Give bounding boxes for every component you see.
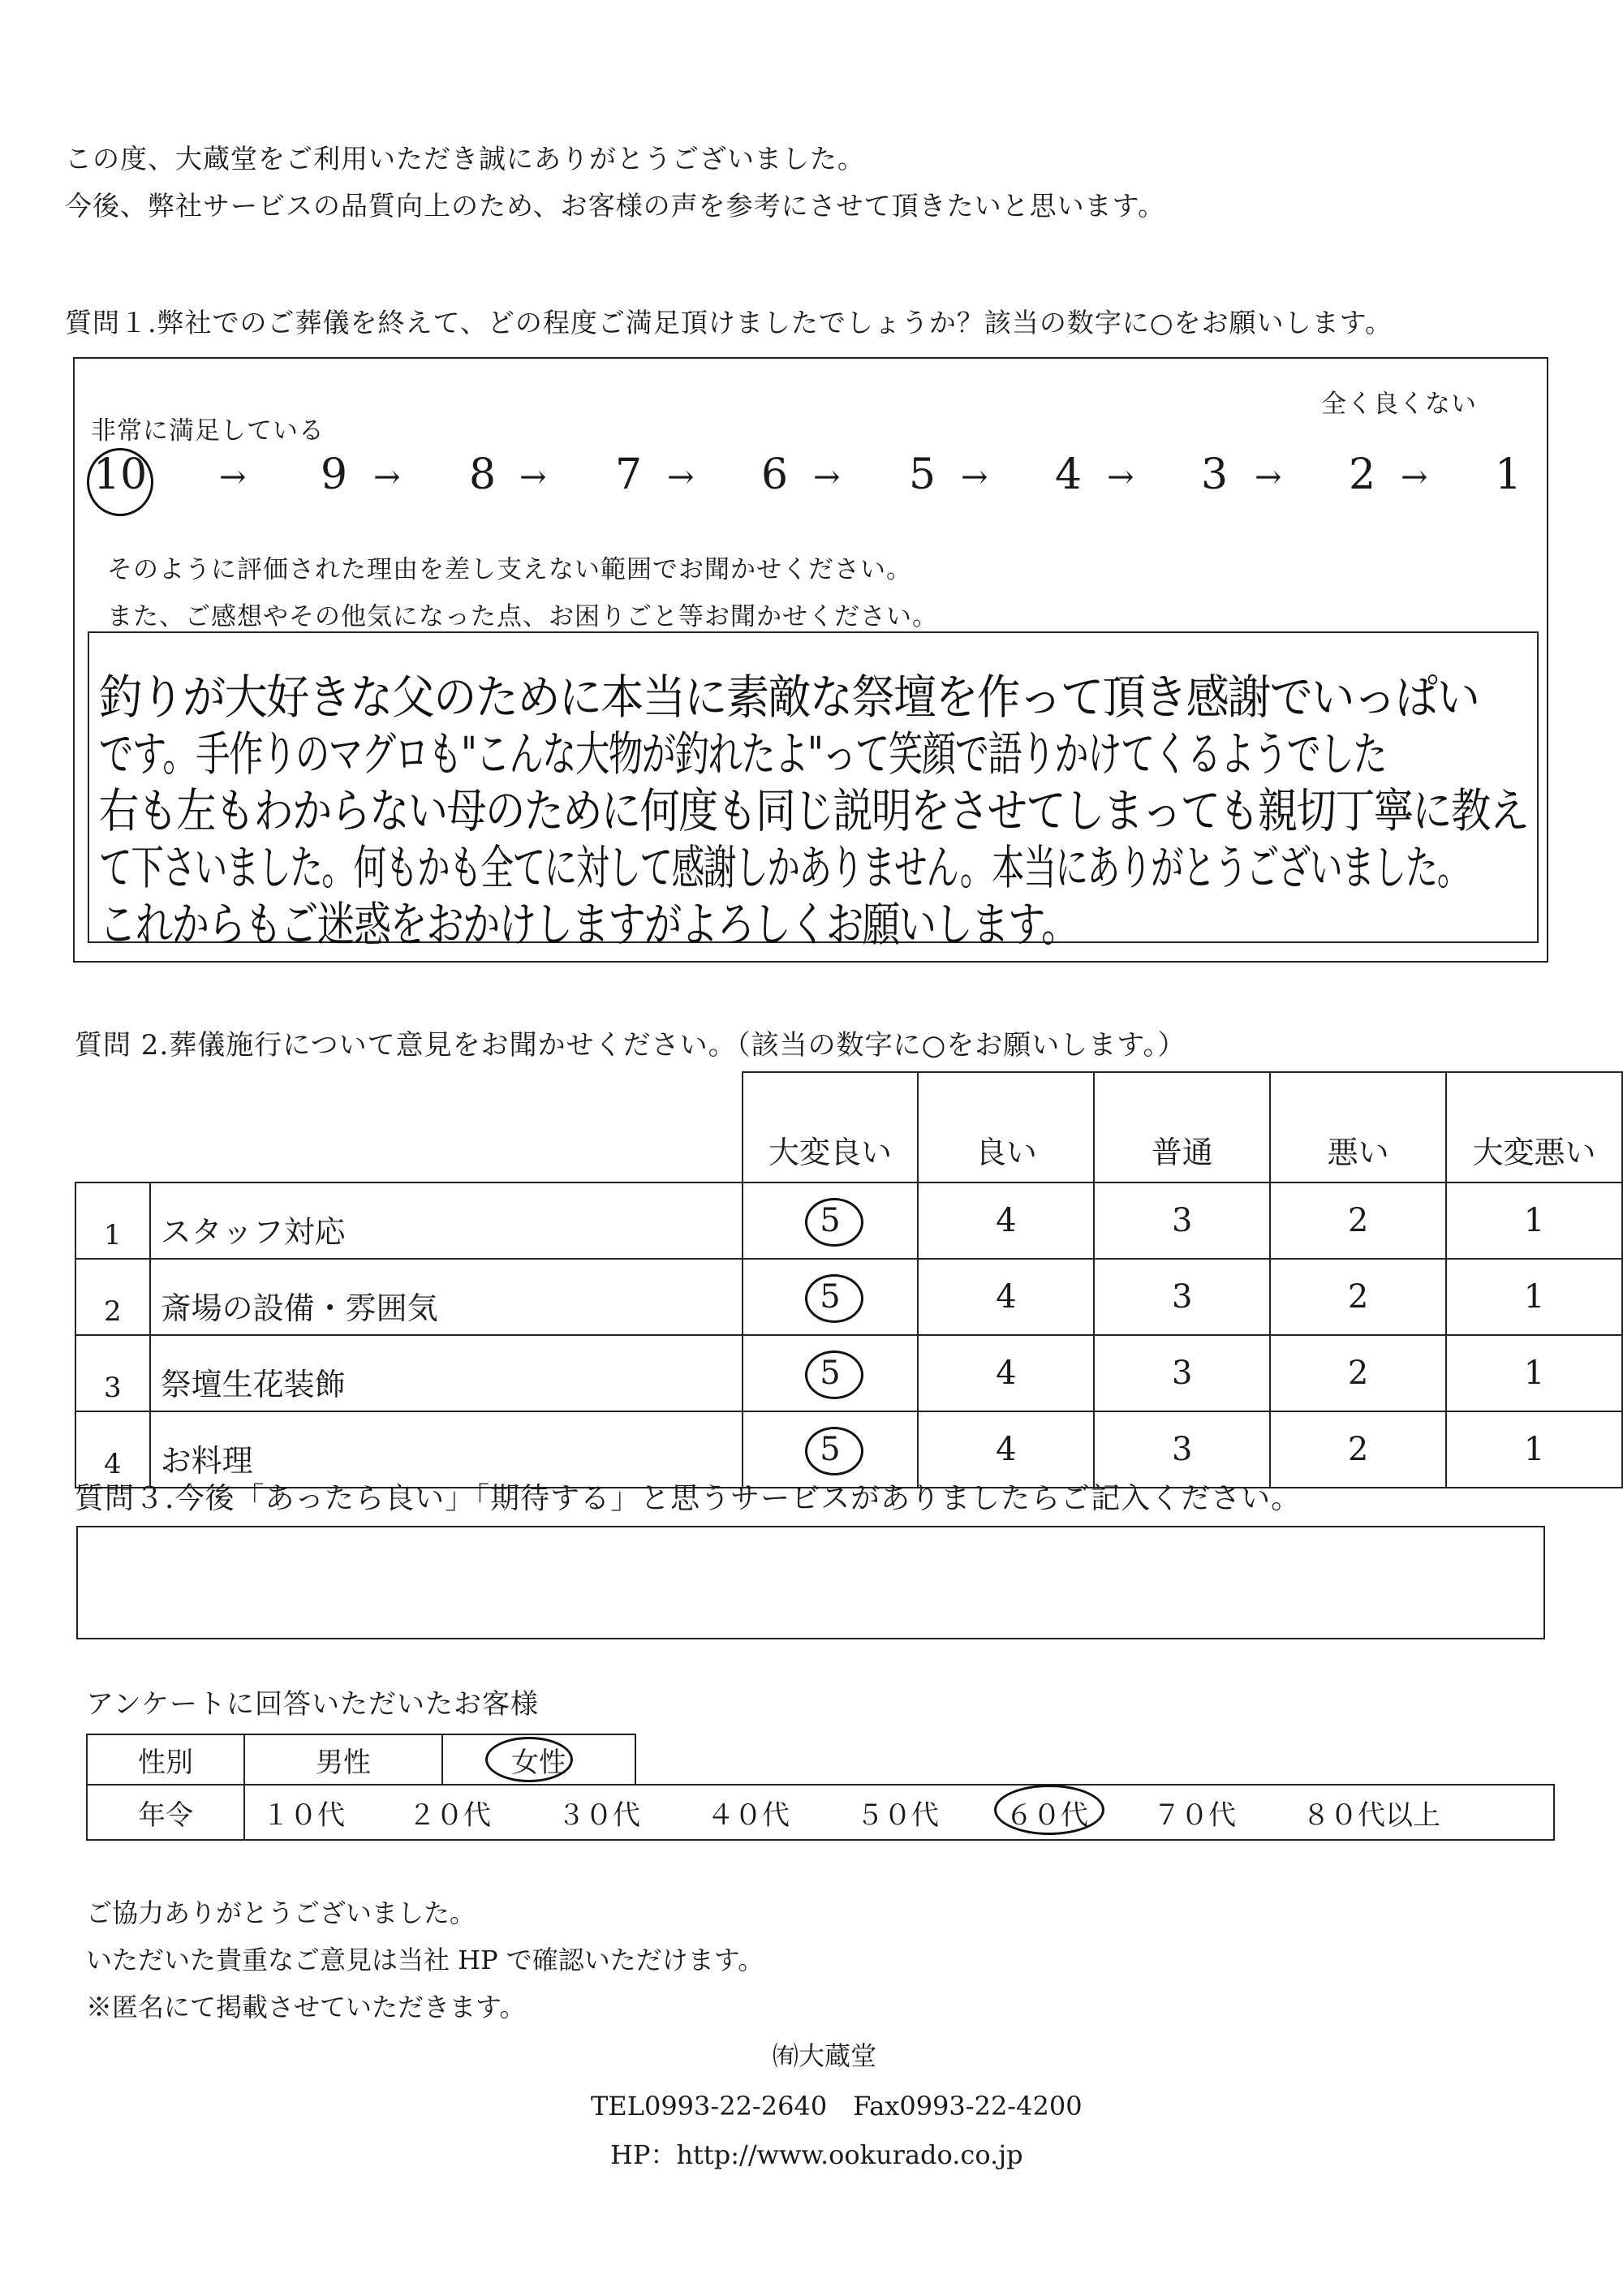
q2-column-header: 大変悪い — [1446, 1072, 1622, 1182]
gender-option-female[interactable]: 女性 — [442, 1734, 635, 1785]
q2-rating-option[interactable] — [743, 1182, 919, 1259]
intro-line-1: この度、大蔵堂をご利用いただき誠にありがとうございました。 — [65, 143, 865, 174]
q2-row-number: 2 — [75, 1259, 150, 1335]
q2-rating-option[interactable] — [1094, 1259, 1270, 1335]
q2-rating-option[interactable] — [1446, 1411, 1622, 1488]
q2-rating-value: 5 — [820, 1202, 841, 1239]
age-option[interactable]: ６０代 — [1005, 1799, 1088, 1832]
q2-rating-value: 3 — [1172, 1431, 1193, 1468]
q2-question: 質問 2.葬儀施行について意見をお聞かせください。（該当の数字に○をお願いします。） — [75, 1029, 1186, 1062]
q2-rating-value: 2 — [1347, 1431, 1369, 1468]
q1-scale-arrow: → — [813, 459, 841, 496]
q2-rating-option[interactable] — [1270, 1182, 1446, 1259]
q2-selected-circle — [805, 1274, 863, 1323]
age-option[interactable]: ３０代 — [558, 1799, 640, 1832]
q2-selected-circle — [805, 1198, 863, 1247]
q2-rating-value: 2 — [1347, 1278, 1369, 1316]
q1-scale-arrow: → — [961, 459, 988, 496]
q1-scale-4[interactable]: 4 — [1055, 450, 1083, 499]
q2-row-item: スタッフ対応 — [150, 1182, 743, 1259]
q1-scale-2[interactable]: 2 — [1349, 450, 1376, 499]
q3-question: 質問３.今後「あったら良い」「期待する」と思うサービスがありましたらご記入ください。 — [75, 1482, 1302, 1515]
gender-row-blank — [635, 1734, 1554, 1785]
q1-scale-arrow: → — [1401, 459, 1428, 496]
age-option[interactable]: ８０代以上 — [1302, 1799, 1440, 1832]
closing-line-2: いただいた貴重なご意見は当社 HP で確認いただけます。 — [86, 1945, 764, 1975]
q2-rating-value: 2 — [1347, 1202, 1369, 1239]
q2-rating-value: 3 — [1172, 1355, 1193, 1392]
q2-rating-value: 1 — [1523, 1431, 1545, 1468]
q1-reason-prompt-2: また、ご感想やその他気になった点、お困りごと等お聞かせください。 — [107, 602, 938, 631]
q1-scale-arrow: → — [667, 459, 695, 496]
q2-rating-option[interactable] — [743, 1259, 919, 1335]
q2-rating-option[interactable] — [1270, 1259, 1446, 1335]
q2-rating-option[interactable] — [918, 1335, 1094, 1411]
q1-scale-arrow: → — [1255, 459, 1282, 496]
q1-question: 質問１.弊社でのご葬儀を終えて、どの程度ご満足頂けましたでしょうか？該当の数字に○をお願いします。 — [65, 307, 1393, 338]
gender-selected-circle — [485, 1737, 573, 1782]
q2-column-header: 普通 — [1094, 1072, 1270, 1182]
q2-rating-value: 1 — [1523, 1202, 1545, 1239]
q2-row-item: 祭壇生花装飾 — [150, 1335, 743, 1411]
q1-right-label: 全く良くない — [1321, 390, 1477, 419]
q2-column-header: 大変良い — [743, 1072, 919, 1182]
table-row — [75, 1259, 1622, 1335]
q2-rating-option[interactable] — [1446, 1259, 1622, 1335]
q1-scale-5[interactable]: 5 — [909, 450, 936, 499]
q2-rating-option[interactable] — [1270, 1335, 1446, 1411]
q1-scale-1[interactable]: 1 — [1495, 450, 1522, 499]
respondent-table — [86, 1734, 1555, 1841]
q2-selected-circle — [805, 1350, 863, 1399]
q2-rating-value: 3 — [1172, 1278, 1193, 1316]
q1-scale-7[interactable]: 7 — [615, 450, 643, 499]
q2-rating-value: 4 — [996, 1202, 1017, 1239]
q2-table — [75, 1071, 1623, 1488]
q1-scale-10[interactable]: 10 — [93, 450, 148, 499]
company-name: ㈲大蔵堂 — [773, 2040, 877, 2071]
age-option[interactable]: １０代 — [262, 1799, 345, 1832]
company-contact: TEL0993-22-2640 Fax0993-22-4200 — [591, 2091, 1083, 2122]
q2-column-header: 悪い — [1270, 1072, 1446, 1182]
q1-scale-6[interactable]: 6 — [761, 450, 789, 499]
q2-header-blank — [75, 1072, 743, 1182]
q2-rating-value: 5 — [820, 1355, 841, 1392]
table-row — [75, 1335, 1622, 1411]
q2-row-item: お料理 — [150, 1411, 743, 1488]
age-option[interactable]: ２０代 — [408, 1799, 491, 1832]
q2-row-item: 斎場の設備・雰囲気 — [150, 1259, 743, 1335]
q1-scale-arrow: → — [219, 459, 247, 496]
q1-scale-arrow: → — [1107, 459, 1134, 496]
age-option[interactable]: ５０代 — [856, 1799, 939, 1832]
table-row — [75, 1182, 1622, 1259]
q2-rating-option[interactable] — [743, 1335, 919, 1411]
q2-rating-option[interactable] — [1094, 1182, 1270, 1259]
handwritten-line-2: です。手作りのマグロも"こんな大物が釣れたよ"って笑顔で語りかけてくるようでした — [99, 726, 1387, 782]
q2-rating-value: 1 — [1523, 1278, 1545, 1316]
q2-row-number: 3 — [75, 1335, 150, 1411]
q2-rating-value: 1 — [1523, 1355, 1545, 1392]
q2-rating-value: 4 — [996, 1355, 1017, 1392]
q2-rating-value: 4 — [996, 1431, 1017, 1468]
company-hp[interactable]: HP：http://www.ookurado.co.jp — [610, 2139, 1023, 2170]
q2-rating-option[interactable] — [918, 1182, 1094, 1259]
q2-rating-option[interactable] — [1094, 1335, 1270, 1411]
age-option[interactable]: ４０代 — [707, 1799, 790, 1832]
closing-line-3: ※匿名にて掲載させていただきます。 — [86, 1992, 526, 2022]
q1-selected-circle — [87, 448, 153, 516]
age-label: 年令 — [87, 1785, 244, 1840]
handwritten-line-4: て下さいました。何もかも全てに対して感謝しかありません。本当にありがとうございました。 — [99, 840, 1470, 895]
gender-label: 性別 — [87, 1734, 244, 1785]
handwritten-line-3: 右も左もわからない母のために何度も同じ説明をさせてしまっても親切丁寧に教え — [99, 783, 1529, 838]
q1-left-label: 非常に満足している — [91, 416, 325, 446]
q2-rating-value: 2 — [1347, 1355, 1369, 1392]
intro-line-2: 今後、弊社サービスの品質向上のため、お客様の声を参考にさせて頂きたいと思います。 — [65, 190, 1166, 222]
q3-answer-box[interactable] — [76, 1526, 1545, 1639]
age-selected-circle — [994, 1785, 1104, 1835]
respondent-title: アンケートに回答いただいたお客様 — [86, 1688, 539, 1721]
q2-rating-value: 3 — [1172, 1202, 1193, 1239]
age-options — [246, 1788, 1552, 1837]
q2-row-number: 4 — [75, 1411, 150, 1488]
age-option[interactable]: ７０代 — [1153, 1799, 1236, 1832]
q1-scale-arrow: → — [373, 459, 401, 496]
closing-line-1: ご協力ありがとうございました。 — [86, 1898, 476, 1928]
q1-scale-arrow: → — [519, 459, 547, 496]
q2-selected-circle — [805, 1427, 863, 1475]
q1-scale-9[interactable]: 9 — [321, 450, 348, 499]
q2-rating-value: 5 — [820, 1278, 841, 1316]
q1-reason-prompt-1: そのように評価された理由を差し支えない範囲でお聞かせください。 — [107, 555, 912, 584]
handwritten-line-5: これからもご迷惑をおかけしますがよろしくお願いします。 — [99, 897, 1078, 952]
q1-scale-3[interactable]: 3 — [1201, 450, 1229, 499]
q2-rating-option[interactable] — [918, 1259, 1094, 1335]
q2-rating-option[interactable] — [1446, 1182, 1622, 1259]
q2-rating-value: 5 — [820, 1431, 841, 1468]
age-options-cell — [244, 1785, 1554, 1840]
handwritten-line-1: 釣りが大好きな父のために本当に素敵な祭壇を作って頂き感謝でいっぱい — [99, 670, 1479, 725]
q2-row-number: 1 — [75, 1182, 150, 1259]
q2-rating-option[interactable] — [1446, 1335, 1622, 1411]
q2-rating-value: 4 — [996, 1278, 1017, 1316]
gender-option-male[interactable]: 男性 — [244, 1734, 442, 1785]
q2-column-header: 良い — [918, 1072, 1094, 1182]
q1-scale-8[interactable]: 8 — [469, 450, 497, 499]
